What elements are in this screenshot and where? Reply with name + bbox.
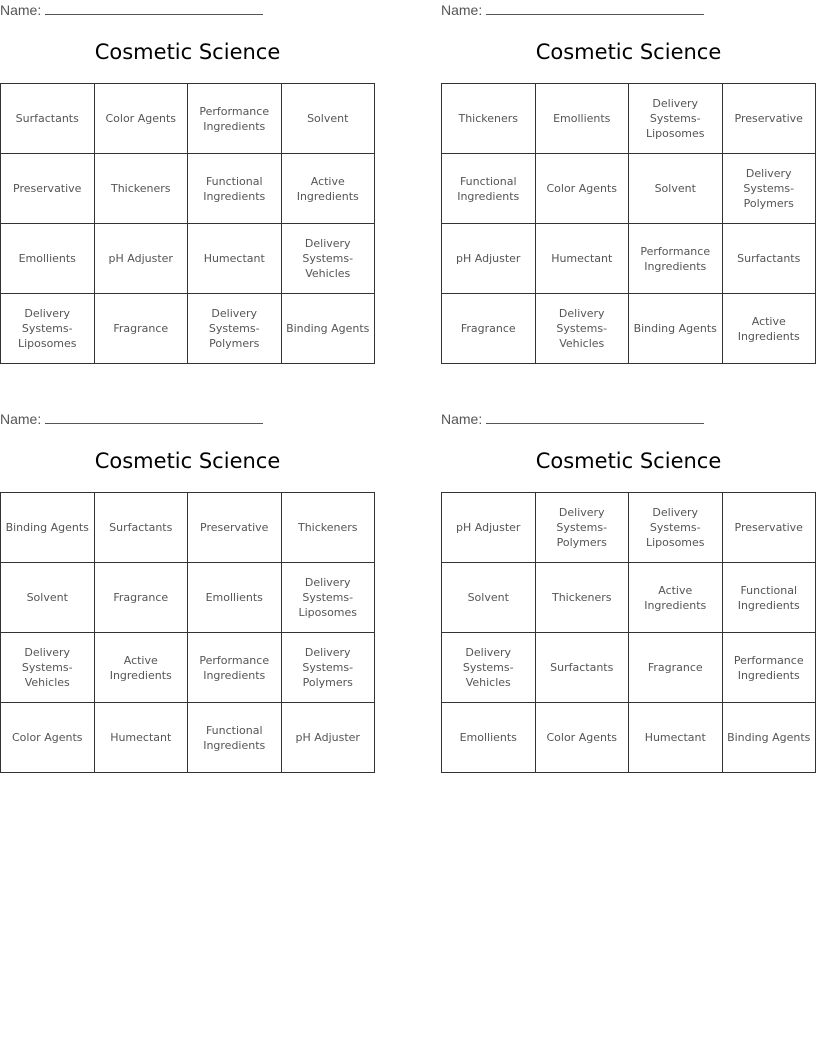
bingo-cell-label: Preservative: [734, 112, 803, 125]
bingo-cell: [723, 493, 816, 563]
bingo-cell: [629, 633, 723, 703]
bingo-cell-label: Thickeners: [458, 112, 519, 125]
bingo-cell: [1, 154, 95, 224]
bingo-cell-label: Delivery Systems- Vehicles: [21, 646, 73, 689]
name-field: [0, 411, 263, 427]
bingo-cell: [188, 224, 282, 294]
bingo-cell: [442, 154, 536, 224]
bingo-cell-label: Binding Agents: [5, 521, 89, 534]
bingo-cell: [536, 294, 630, 364]
bingo-cell-label: Performance Ingredients: [733, 653, 804, 682]
bingo-cell-label: Solvent: [467, 591, 509, 604]
bingo-cell: [536, 154, 630, 224]
bingo-cell-label: Performance Ingredients: [640, 244, 711, 273]
card-title: Cosmetic Science: [94, 449, 281, 473]
bingo-cell: [442, 84, 536, 154]
bingo-cell: [188, 294, 282, 364]
bingo-cell: [536, 703, 630, 773]
bingo-cell: [723, 633, 816, 703]
bingo-cell-label: Thickeners: [297, 521, 358, 534]
bingo-cell: [536, 633, 630, 703]
bingo-cell-label: Preservative: [13, 182, 82, 195]
bingo-cell-label: Surfactants: [15, 112, 79, 125]
bingo-cell: [95, 563, 189, 633]
bingo-cell: [282, 224, 376, 294]
bingo-cell-label: pH Adjuster: [295, 731, 360, 744]
bingo-cell: [188, 154, 282, 224]
bingo-cell-label: Emollients: [553, 112, 611, 125]
bingo-cell: [442, 224, 536, 294]
bingo-cell-label: Delivery Systems- Polymers: [743, 167, 795, 210]
bingo-cell-label: Color Agents: [105, 112, 176, 125]
bingo-cell: [188, 493, 282, 563]
bingo-cell-label: pH Adjuster: [456, 521, 521, 534]
bingo-cell: [282, 563, 376, 633]
bingo-cell-label: Binding Agents: [633, 322, 717, 335]
bingo-cell-label: Fragrance: [647, 661, 703, 674]
card-title: Cosmetic Science: [535, 40, 722, 64]
name-blank-line: [486, 2, 704, 15]
bingo-cell-label: Delivery Systems- Polymers: [556, 506, 608, 549]
bingo-cell-label: Fragrance: [113, 322, 169, 335]
bingo-cell-label: Color Agents: [11, 731, 83, 744]
name-field: [0, 2, 263, 18]
name-label: Name:: [0, 411, 42, 427]
bingo-cell: [188, 703, 282, 773]
bingo-cell: [188, 563, 282, 633]
bingo-cell-label: Color Agents: [546, 731, 617, 744]
bingo-cell-label: Functional Ingredients: [203, 723, 266, 752]
bingo-cell: [1, 84, 95, 154]
bingo-cell-label: Humectant: [203, 252, 265, 265]
bingo-cell-label: Humectant: [110, 731, 172, 744]
bingo-cell-label: Delivery Systems- Vehicles: [302, 237, 354, 280]
bingo-cell-label: Color Agents: [546, 182, 617, 195]
bingo-cell: [282, 493, 376, 563]
bingo-card: [441, 409, 816, 779]
card-title: Cosmetic Science: [535, 449, 722, 473]
bingo-cell: [95, 703, 189, 773]
bingo-cell-label: Delivery Systems- Polymers: [208, 307, 260, 350]
bingo-cell: [282, 154, 376, 224]
bingo-cell: [536, 493, 630, 563]
bingo-cell: [536, 84, 630, 154]
bingo-cell-label: Functional Ingredients: [203, 174, 266, 203]
bingo-cell: [95, 493, 189, 563]
bingo-cell-label: Delivery Systems- Vehicles: [556, 307, 608, 350]
bingo-cell: [629, 703, 723, 773]
card-title: Cosmetic Science: [94, 40, 281, 64]
bingo-cell: [95, 224, 189, 294]
name-blank-line: [45, 2, 263, 15]
name-field: [441, 411, 704, 427]
bingo-cell: [629, 154, 723, 224]
bingo-grid: [441, 83, 816, 364]
bingo-cell: [1, 703, 95, 773]
bingo-cell-label: Delivery Systems- Liposomes: [645, 97, 705, 140]
name-label: Name:: [441, 2, 483, 18]
bingo-cell: [1, 493, 95, 563]
bingo-cell: [282, 633, 376, 703]
bingo-cell: [1, 294, 95, 364]
bingo-cell-label: Delivery Systems- Liposomes: [645, 506, 705, 549]
bingo-cell-label: Solvent: [654, 182, 696, 195]
name-blank-line: [45, 411, 263, 424]
bingo-cell: [95, 294, 189, 364]
bingo-cell: [282, 84, 376, 154]
bingo-cell: [723, 224, 816, 294]
bingo-cell-label: Active Ingredients: [109, 653, 172, 682]
name-blank-line: [486, 411, 704, 424]
bingo-cell-label: Functional Ingredients: [737, 583, 800, 612]
bingo-cell-label: Delivery Systems- Vehicles: [462, 646, 514, 689]
bingo-cell: [723, 84, 816, 154]
bingo-cell: [442, 703, 536, 773]
bingo-card: [441, 0, 816, 370]
bingo-cell-label: pH Adjuster: [108, 252, 173, 265]
bingo-cell: [188, 84, 282, 154]
bingo-cell: [629, 224, 723, 294]
bingo-cell-label: Performance Ingredients: [199, 653, 270, 682]
bingo-cell: [629, 493, 723, 563]
bingo-cell-label: Emollients: [459, 731, 517, 744]
bingo-cell: [95, 633, 189, 703]
bingo-cell: [536, 224, 630, 294]
bingo-cell-label: Binding Agents: [727, 731, 811, 744]
bingo-card: [0, 409, 375, 779]
bingo-cell: [442, 563, 536, 633]
bingo-cell: [282, 294, 376, 364]
name-label: Name:: [441, 411, 483, 427]
bingo-cell: [95, 84, 189, 154]
bingo-cell: [1, 563, 95, 633]
bingo-grid: [0, 83, 375, 364]
bingo-cell-label: Preservative: [200, 521, 269, 534]
bingo-cell-label: Surfactants: [550, 661, 614, 674]
bingo-cell-label: Performance Ingredients: [199, 104, 270, 133]
bingo-cell-label: Thickeners: [551, 591, 612, 604]
bingo-cell: [723, 294, 816, 364]
bingo-cell: [629, 84, 723, 154]
bingo-cell-label: Emollients: [18, 252, 76, 265]
bingo-cell-label: Delivery Systems- Liposomes: [298, 576, 358, 619]
bingo-cell-label: Emollients: [205, 591, 263, 604]
bingo-cell-label: Active Ingredients: [737, 314, 800, 343]
bingo-cell-label: Delivery Systems- Liposomes: [17, 307, 77, 350]
bingo-cell-label: Fragrance: [113, 591, 169, 604]
bingo-cell: [723, 154, 816, 224]
bingo-cell: [95, 154, 189, 224]
bingo-cell: [1, 224, 95, 294]
bingo-cell: [442, 493, 536, 563]
bingo-cell: [536, 563, 630, 633]
name-field: [441, 2, 704, 18]
bingo-cell: [442, 294, 536, 364]
bingo-cell-label: Solvent: [307, 112, 349, 125]
bingo-cell-label: Binding Agents: [286, 322, 370, 335]
bingo-cell-label: Active Ingredients: [644, 583, 707, 612]
bingo-cell-label: Functional Ingredients: [457, 174, 520, 203]
bingo-cell-label: Surfactants: [109, 521, 173, 534]
bingo-cell: [723, 703, 816, 773]
bingo-cell-label: Humectant: [644, 731, 706, 744]
bingo-cell-label: Delivery Systems- Polymers: [302, 646, 354, 689]
bingo-cell-label: Humectant: [551, 252, 613, 265]
bingo-cell: [1, 633, 95, 703]
bingo-cell: [629, 294, 723, 364]
name-label: Name:: [0, 2, 42, 18]
bingo-cell: [442, 633, 536, 703]
bingo-cell-label: Fragrance: [460, 322, 516, 335]
bingo-grid: [0, 492, 375, 773]
bingo-cell: [723, 563, 816, 633]
bingo-cell: [188, 633, 282, 703]
bingo-cell-label: Active Ingredients: [296, 174, 359, 203]
bingo-card: [0, 0, 375, 370]
bingo-cell-label: pH Adjuster: [456, 252, 521, 265]
bingo-grid: [441, 492, 816, 773]
bingo-cell-label: Preservative: [734, 521, 803, 534]
bingo-cell-label: Surfactants: [737, 252, 801, 265]
bingo-cell: [629, 563, 723, 633]
bingo-cell: [282, 703, 376, 773]
bingo-cell-label: Solvent: [26, 591, 68, 604]
bingo-cell-label: Thickeners: [110, 182, 171, 195]
